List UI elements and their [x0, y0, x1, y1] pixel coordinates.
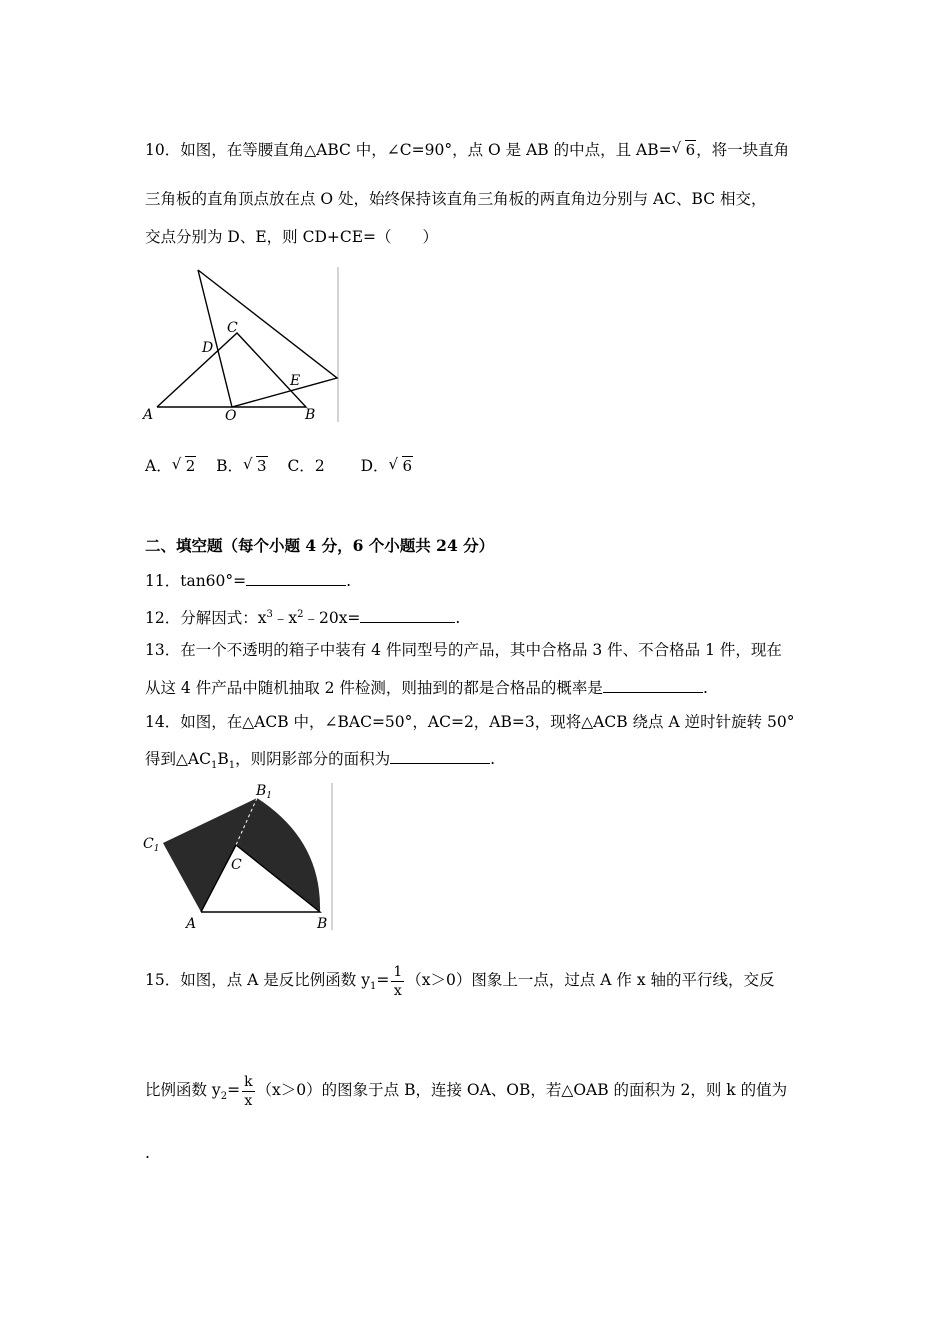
label-E: E — [290, 373, 301, 389]
sqrt-6: √ 6 — [671, 139, 696, 159]
q15-line1: 15．如图，点 A 是反比例函数 $y_1=$ $\frac{1}{x}$ （x＞0）图象上一点，过点 A 作 x 轴的平行线，交反 — [145, 963, 775, 999]
q10-line1: 10．如图，在等腰直角△ABC 中，∠C=90°，点 O 是 AB 的中点，且 AB= √ 6，将一块直角 — [145, 139, 790, 159]
answer-blank[interactable] — [360, 608, 455, 623]
q14-line1: 14．如图，在△ACB 中，∠BAC=50°，AC=2，AB=3，现将△ACB 绕点 A 逆时针旋转 50° — [145, 713, 795, 731]
label-B: B — [317, 916, 328, 932]
q13-line1: 13．在一个不透明的箱子中装有 4 件同型号的产品，其中合格品 3 件、不合格品 1 件，现在 — [145, 641, 782, 659]
answer-blank[interactable] — [246, 571, 346, 586]
q10-line3: 交点分别为 D、E，则 CD+CE=（ ） — [145, 228, 439, 246]
label-B1: $B_1$ — [256, 783, 273, 801]
q15-line2: 比例函数 $y_2=$ $\frac{k}{x}$ （x＞0）的图象于点 B，连接 OA、OB，若△OAB 的面积为 2，则 k 的值为 — [145, 1073, 788, 1109]
option-b[interactable]: B． √ 3 — [216, 455, 267, 475]
option-d[interactable]: D． √ 6 — [360, 455, 413, 475]
q10-line2: 三角板的直角顶点放在点 O 处，始终保持该直角三角板的两直角边分别与 AC、BC 相交， — [145, 190, 767, 208]
q10-options — [145, 456, 413, 476]
section2-title: 二、填空题（每个小题 4 分，6 个小题共 24 分） — [145, 536, 495, 555]
label-O: O — [225, 408, 237, 424]
label-B: B — [305, 407, 316, 423]
label-A: A — [186, 916, 197, 932]
label-C1: $C_1$ — [143, 836, 160, 854]
label-C: C — [227, 320, 238, 336]
option-a[interactable]: A． √ 2 — [145, 455, 196, 475]
q12: 12．分解因式：$x^3﹣x^2﹣20x=$ . — [145, 609, 461, 628]
label-A: A — [143, 407, 154, 423]
q13-line2: 从这 4 件产品中随机抽取 2 件检测，则抽到的都是合格品的概率是 . — [145, 679, 708, 697]
q10-figure — [140, 262, 345, 427]
fraction-1-over-x: $\frac{1}{x}$ — [393, 963, 403, 999]
label-D: D — [202, 340, 214, 356]
q14-figure — [140, 780, 340, 935]
q15-line3: . — [145, 1144, 150, 1162]
fraction-k-over-x: $\frac{k}{x}$ — [244, 1073, 253, 1109]
answer-blank[interactable] — [390, 749, 490, 764]
answer-blank[interactable] — [603, 678, 703, 693]
option-c[interactable]: C．2 — [287, 457, 325, 475]
q11: 11．tan60°= . — [145, 572, 352, 590]
q14-line2: 得到$\triangle AC_1B_1$，则阴影部分的面积为 . — [145, 750, 496, 772]
label-C: C — [231, 857, 242, 873]
